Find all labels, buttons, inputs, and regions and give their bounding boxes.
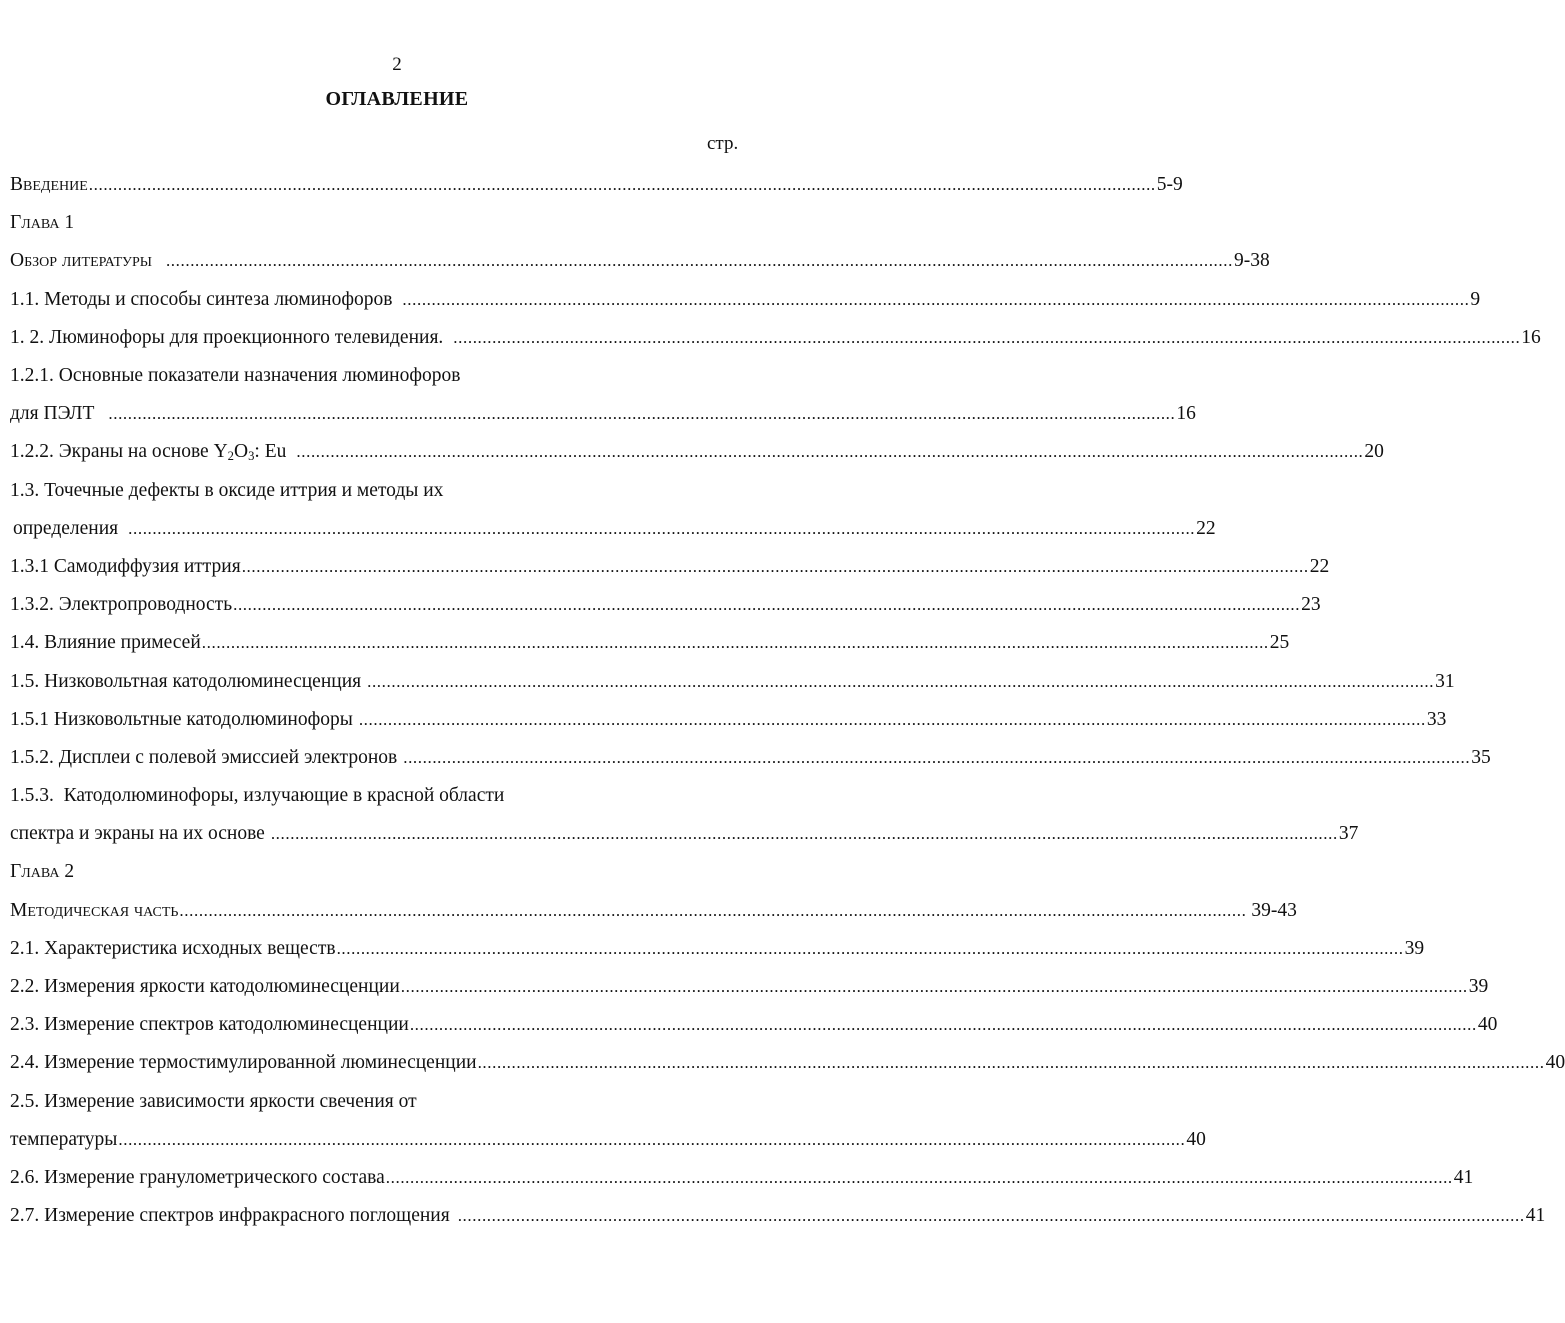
toc-entry-title: Глава 2 <box>10 861 75 883</box>
toc-entry <box>10 930 1425 968</box>
toc-entry-pages: 16 <box>1176 403 1196 425</box>
dot-leader: ............................................................................................................................................................................................................................ <box>336 938 1404 958</box>
toc-entry <box>10 357 760 395</box>
dot-leader: ............................................................................................................................................................................................................................ <box>402 289 1470 309</box>
toc-chapter-heading <box>10 853 760 891</box>
toc-entry <box>10 548 1330 586</box>
toc-entry-title: Введение <box>10 174 88 196</box>
toc-entry-pages: 5-9 <box>1156 174 1183 196</box>
dot-leader: ............................................................................................................................................................................................................................ <box>296 442 1364 462</box>
toc-entry-title: 2.5. Измерение зависимости яркости свечения от <box>10 1090 417 1112</box>
toc-entry <box>10 319 1541 357</box>
toc-entry-pages: 33 <box>1426 708 1447 730</box>
toc-entry-pages: 39 <box>1468 976 1489 998</box>
toc-entry-pages: 16 <box>1521 326 1541 348</box>
toc-entry-pages: 39 <box>1404 937 1425 959</box>
toc-entry <box>10 281 1481 319</box>
toc-entry-pages: 20 <box>1364 441 1384 463</box>
toc-entry-title: 2.3. Измерение спектров катодолюминесценции <box>10 1014 409 1036</box>
toc-entry-title: 1. 2. Люминофоры для проекционного телевидения. <box>10 326 444 348</box>
toc-entry-pages: 37 <box>1338 823 1359 845</box>
toc-entry-pages: 35 <box>1471 746 1491 768</box>
dot-leader: ............................................................................................................................................................................................................................ <box>367 671 1435 691</box>
toc-entry-pages: 41 <box>1453 1166 1474 1188</box>
dot-leader: ............................................................................................................................................................................................................................ <box>403 747 1471 767</box>
toc-entry-title: 1.3.1 Самодиффузия иттрия <box>10 555 241 577</box>
dot-leader: ............................................................................................................................................................................................................................ <box>385 1167 1453 1187</box>
toc-entry-title: 2.7. Измерение спектров инфракрасного поглощения <box>10 1205 450 1227</box>
toc-entry-pages: 40 <box>1477 1014 1498 1036</box>
toc-entry-pages: 22 <box>1196 517 1216 539</box>
dot-leader: ............................................................................................................................................................................................................................ <box>201 633 1269 653</box>
toc-entry-title: 2.2. Измерения яркости катодолюминесценции <box>10 976 400 998</box>
toc-entry-title: 1.5.2. Дисплеи с полевой эмиссией электронов <box>10 746 398 768</box>
toc-entry <box>10 586 1321 624</box>
toc-entry-title: температуры <box>10 1128 118 1150</box>
toc-entry-continuation <box>10 510 1216 548</box>
dot-leader: ............................................................................................................................................................................................................................ <box>179 900 1247 920</box>
toc-entry <box>10 1197 1546 1235</box>
toc-entry-pages: 40 <box>1545 1052 1565 1074</box>
toc-entry-continuation <box>10 815 1359 853</box>
toc-entry-title: 1.5.1 Низковольтные катодолюминофоры <box>10 708 353 730</box>
toc-entry <box>10 968 1489 1006</box>
toc-entry <box>10 1083 760 1121</box>
toc-entry-title: 1.5. Низковольтная катодолюминесценция <box>10 670 362 692</box>
toc-entry <box>10 472 760 510</box>
toc-entry-title: Методическая часть <box>10 899 179 921</box>
toc-entry-title: 1.3.2. Электропроводность <box>10 594 233 616</box>
dot-leader: ............................................................................................................................................................................................................................ <box>128 518 1196 538</box>
toc-entry-pages: 22 <box>1309 555 1330 577</box>
dot-leader: ............................................................................................................................................................................................................................ <box>453 327 1521 347</box>
toc-entry-literature-review <box>10 242 1270 280</box>
toc-entry-methods <box>10 892 1297 930</box>
toc-entry-title: 1.2.2. Экраны на основе $Y_2O_3$: Eu <box>10 441 287 464</box>
toc-entry-pages: 41 <box>1525 1205 1546 1227</box>
toc-entry-continuation <box>10 395 1196 433</box>
toc-entry-pages: 23 <box>1301 594 1321 616</box>
toc-entry-title: 1.1. Методы и способы синтеза люминофоров <box>10 288 393 310</box>
toc-entry-pages: 25 <box>1269 632 1290 654</box>
toc-chapter-heading <box>10 204 760 242</box>
dot-leader: ............................................................................................................................................................................................................................ <box>241 556 1309 576</box>
dot-leader: ............................................................................................................................................................................................................................ <box>118 1129 1186 1149</box>
toc-entry <box>10 1044 1565 1082</box>
toc-entry <box>10 1159 1474 1197</box>
toc-entry <box>10 433 1384 471</box>
dot-leader: ............................................................................................................................................................................................................................ <box>358 709 1426 729</box>
toc-entry-title: для ПЭЛТ <box>10 403 95 425</box>
dot-leader: ............................................................................................................................................................................................................................ <box>477 1053 1545 1073</box>
toc-entry-title: 2.1. Характеристика исходных веществ <box>10 937 336 959</box>
toc-entry-pages: 39-43 <box>1251 899 1297 921</box>
toc-entry-introduction <box>10 166 1183 204</box>
toc-entry-title: 2.4. Измерение термостимулированной люминесценции <box>10 1052 477 1074</box>
page-title: ОГЛАВЛЕНИЕ <box>325 88 469 110</box>
dot-leader: ............................................................................................................................................................................................................................ <box>88 175 1156 195</box>
toc-entry <box>10 1006 1498 1044</box>
pages-column-label: стр. <box>707 133 739 154</box>
toc-entry <box>10 701 1447 739</box>
dot-leader: ............................................................................................................................................................................................................................ <box>457 1206 1525 1226</box>
dot-leader: ............................................................................................................................................................................................................................ <box>270 824 1338 844</box>
dot-leader: ............................................................................................................................................................................................................................ <box>165 251 1233 271</box>
toc-entry <box>10 739 1491 777</box>
toc-entry <box>10 777 760 815</box>
toc-entry-pages: 31 <box>1435 670 1455 692</box>
dot-leader: ............................................................................................................................................................................................................................ <box>108 404 1176 424</box>
table-of-contents <box>10 166 1565 1235</box>
toc-entry-title: 2.6. Измерение гранулометрического состава <box>10 1166 385 1188</box>
toc-entry <box>10 624 1290 662</box>
toc-entry-title: 1.2.1. Основные показатели назначения люминофоров <box>10 365 461 387</box>
toc-entry-title: определения <box>13 517 119 539</box>
dot-leader: ............................................................................................................................................................................................................................ <box>233 595 1301 615</box>
toc-entry-title: 1.4. Влияние примесей <box>10 632 201 654</box>
toc-entry-pages: 9-38 <box>1233 250 1270 272</box>
toc-entry-title: 1.5.3. Катодолюминофоры, излучающие в красной области <box>10 785 505 807</box>
toc-entry-pages: 40 <box>1186 1128 1206 1150</box>
toc-entry-title: 1.3. Точечные дефекты в оксиде иттрия и методы их <box>10 479 444 501</box>
toc-entry-title: Обзор литературы <box>10 250 152 272</box>
toc-entry-title: Глава 1 <box>10 212 75 234</box>
toc-entry-continuation <box>10 1121 1206 1159</box>
dot-leader: ............................................................................................................................................................................................................................ <box>409 1015 1477 1035</box>
toc-entry-pages: 9 <box>1470 288 1481 310</box>
dot-leader: ............................................................................................................................................................................................................................ <box>400 977 1468 997</box>
toc-entry <box>10 662 1455 700</box>
toc-entry-title: спектра и экраны на их основе <box>10 823 265 845</box>
page-number: 2 <box>392 54 402 75</box>
